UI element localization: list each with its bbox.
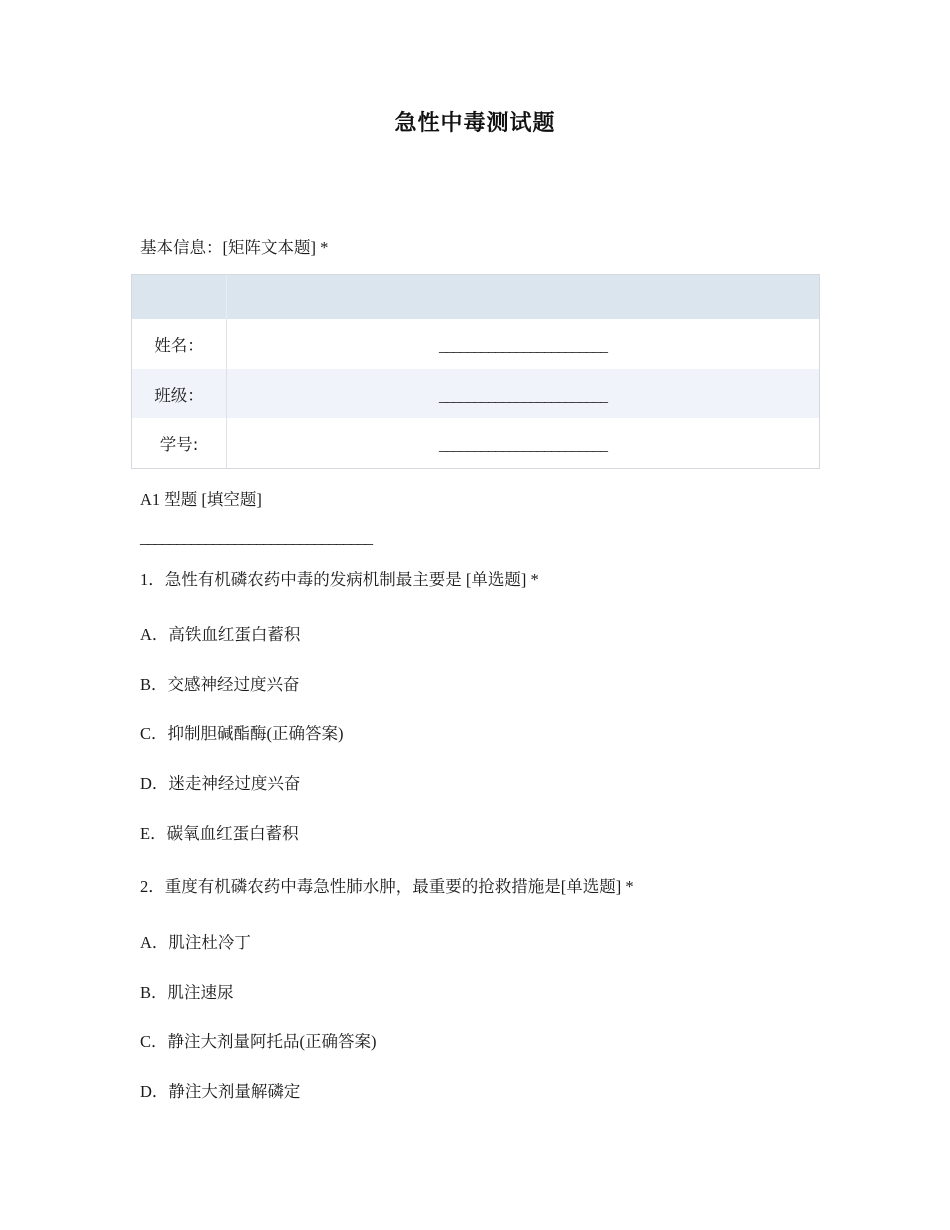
name-blank: ________________________	[439, 338, 607, 355]
basic-info-table	[131, 274, 820, 469]
question-2-stem: 2．重度有机磷农药中毒急性肺水肿，最重要的抢救措施是[单选题] *	[140, 877, 634, 896]
section-a1-heading: A1 型题 [填空题]	[140, 490, 262, 509]
basic-info-heading: 基本信息：[矩阵文本题] *	[140, 238, 329, 257]
page-title: 急性中毒测试题	[394, 111, 556, 136]
section-a1-blank[interactable]: ________________________________	[140, 528, 372, 547]
question-1-option-b[interactable]: B．交感神经过度兴奋	[140, 675, 300, 694]
class-blank: ________________________	[439, 387, 607, 405]
question-1-option-a[interactable]: A．高铁血红蛋白蓄积	[140, 625, 301, 644]
table-header-row	[132, 275, 819, 319]
table-row-student-id	[132, 418, 819, 468]
table-header-label-cell	[132, 275, 227, 319]
question-1-option-d[interactable]: D．迷走神经过度兴奋	[140, 774, 301, 793]
question-2-option-d[interactable]: D．静注大剂量解磷定	[140, 1082, 301, 1101]
class-field[interactable]	[227, 369, 819, 418]
student-id-label: 学号:	[132, 418, 227, 468]
question-1-option-e[interactable]: E．碳氧血红蛋白蓄积	[140, 824, 299, 843]
name-field[interactable]	[227, 319, 819, 369]
table-row-class	[132, 369, 819, 418]
question-2-option-b[interactable]: B．肌注速尿	[140, 983, 234, 1002]
table-header-value-cell	[227, 275, 819, 319]
student-id-blank: ________________________	[439, 437, 607, 454]
student-id-field[interactable]	[227, 418, 819, 468]
question-1-stem: 1．急性有机磷农药中毒的发病机制最主要是 [单选题] *	[140, 570, 539, 589]
question-2-option-c[interactable]: C．静注大剂量阿托品(正确答案)	[140, 1032, 377, 1051]
table-row-name	[132, 319, 819, 369]
question-1-option-c[interactable]: C．抑制胆碱酯酶(正确答案)	[140, 724, 344, 743]
name-label: 姓名：	[132, 319, 227, 369]
question-2-option-a[interactable]: A．肌注杜冷丁	[140, 933, 251, 952]
class-label: 班级：	[132, 369, 227, 418]
